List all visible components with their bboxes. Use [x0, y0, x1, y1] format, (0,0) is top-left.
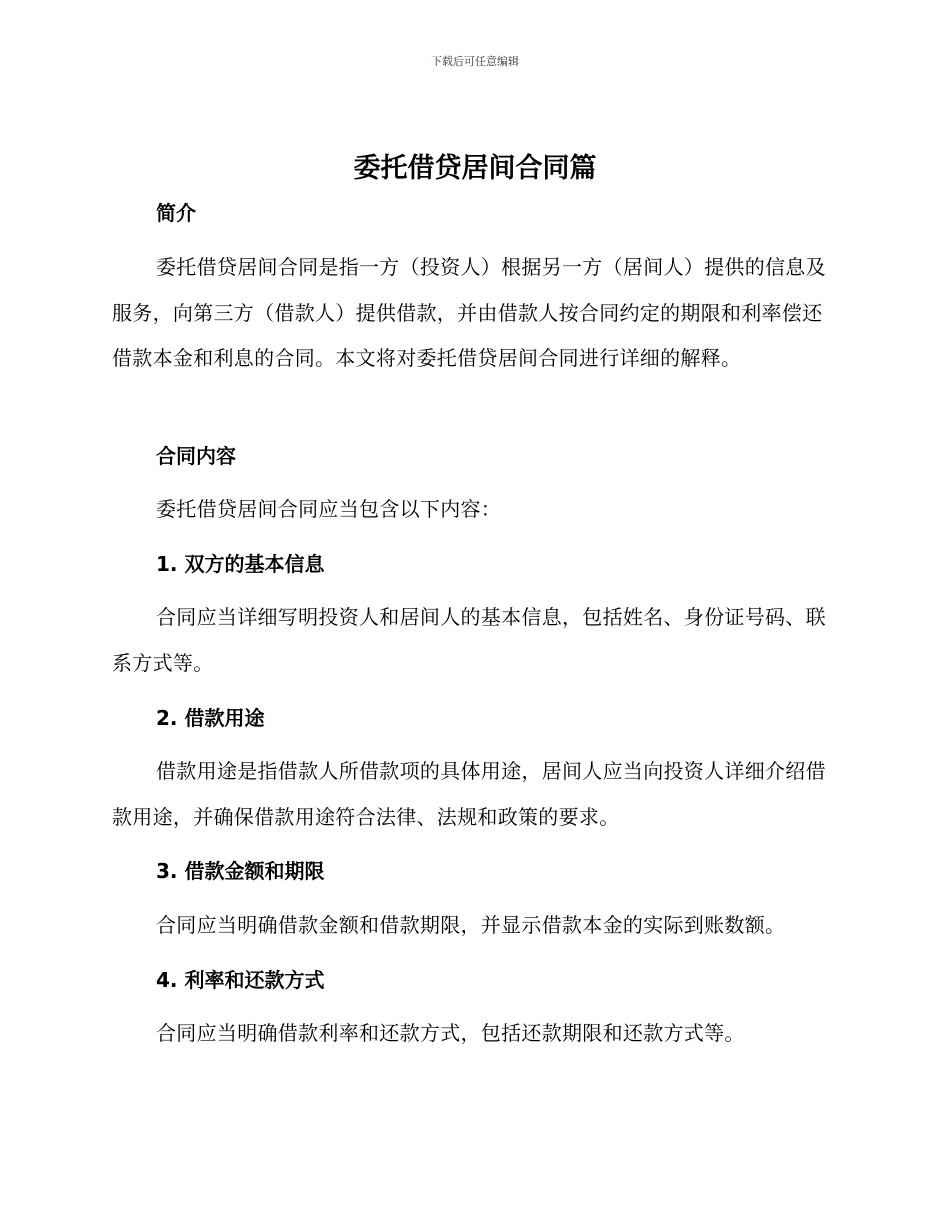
section-heading-item3: 3. 借款金额和期限: [156, 859, 325, 883]
section-heading-item1: 1. 双方的基本信息: [156, 552, 325, 576]
paragraph-content: 委托借贷居间合同应当包含以下内容：: [156, 497, 502, 521]
section-heading-item2: 2. 借款用途: [156, 706, 265, 730]
paragraph-item4: 合同应当明确借款利率和还款方式，包括还款期限和还款方式等。: [156, 1021, 745, 1045]
paragraph-item3: 合同应当明确借款金额和借款期限，并显示借款本金的实际到账数额。: [156, 913, 786, 937]
paragraph-intro: 委托借贷居间合同是指一方（投资人）根据另一方（居间人）提供的信息及服务，向第三方（借款人）提供借款，并由借款人按合同约定的期限和利率偿还借款本金和利息的合同。本文将对委托借贷居间合同进行详细的解释。: [112, 255, 826, 370]
section-heading-item4: 4. 利率和还款方式: [156, 968, 325, 992]
section-heading-content: 合同内容: [156, 444, 236, 468]
document-title: 委托借贷居间合同篇: [353, 153, 597, 184]
header-note: 下载后可任意编辑: [431, 55, 519, 68]
paragraph-item2: 借款用途是指借款人所借款项的具体用途，居间人应当向投资人详细介绍借款用途，并确保借款用途符合法律、法规和政策的要求。: [112, 759, 826, 829]
paragraph-item1: 合同应当详细写明投资人和居间人的基本信息，包括姓名、身份证号码、联系方式等。: [112, 605, 826, 675]
section-heading-intro: 简介: [156, 201, 196, 225]
